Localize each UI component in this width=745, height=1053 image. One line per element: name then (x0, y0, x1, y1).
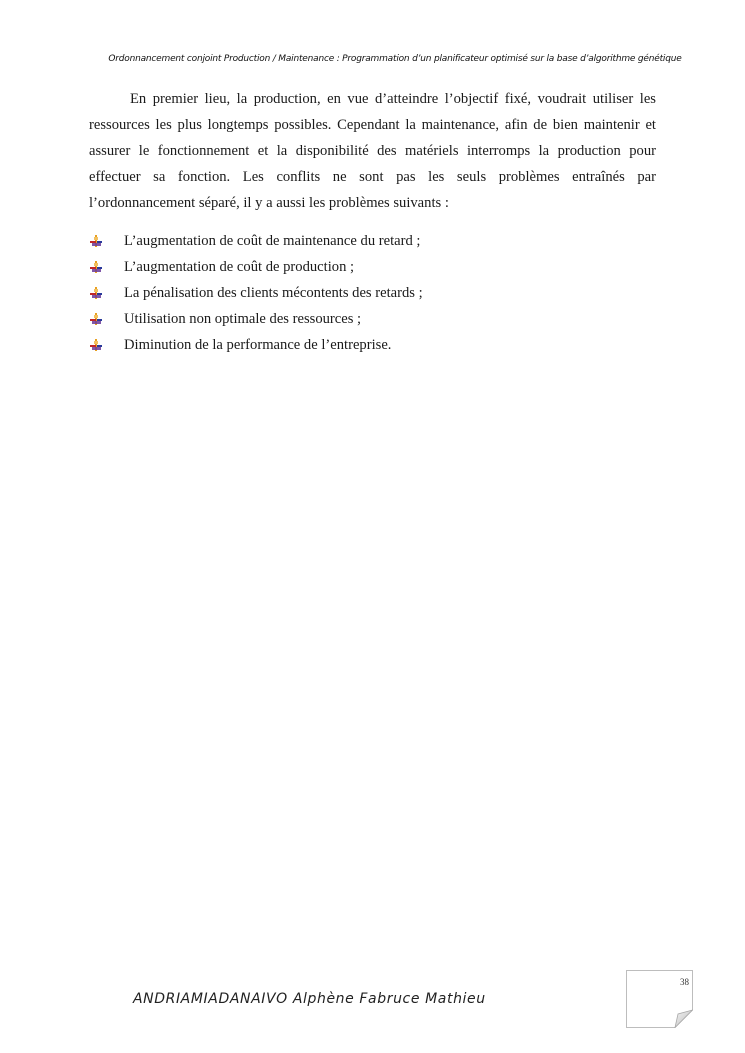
list-item (89, 306, 656, 332)
problem-list (89, 228, 656, 358)
list-item (89, 332, 656, 358)
bullet-icon (89, 260, 103, 274)
list-item-text: L’augmentation de coût de production ; (124, 258, 355, 275)
page-header: Ordonnancement conjoint Production / Maintenance : Programmation d’un planificateur optimisé sur la base d’algorithme génétique (108, 54, 682, 64)
list-item-text: L’augmentation de coût de maintenance du retard ; (124, 232, 421, 249)
intro-paragraph: En premier lieu, la production, en vue d’atteindre l’objectif fixé, voudrait utiliser les ressources les plus longtemps possibles. Cependant la maintenance, afin de bien maintenir et assurer le fonctionnement et la disponibilité des matériels interromps la production pour effectuer sa fonction. Les conflits ne sont pas les seuls problèmes entraînés par l’ordonnancement séparé, il y a aussi les problèmes suivants : (89, 91, 656, 211)
page-number: 38 (680, 977, 689, 987)
list-item (89, 280, 656, 306)
bullet-icon (89, 286, 103, 300)
bullet-icon (89, 338, 103, 352)
footer-author: ANDRIAMIADANAIVO Alphène Fabruce Mathieu (133, 991, 486, 1007)
list-item-text: Diminution de la performance de l’entreprise. (124, 336, 392, 353)
list-item (89, 228, 656, 254)
list-item (89, 254, 656, 280)
bullet-icon (89, 234, 103, 248)
list-item-text: Utilisation non optimale des ressources ; (124, 310, 362, 327)
page-number-box (626, 970, 693, 1028)
page-body (89, 86, 656, 358)
bullet-icon (89, 312, 103, 326)
list-item-text: La pénalisation des clients mécontents des retards ; (124, 284, 423, 301)
